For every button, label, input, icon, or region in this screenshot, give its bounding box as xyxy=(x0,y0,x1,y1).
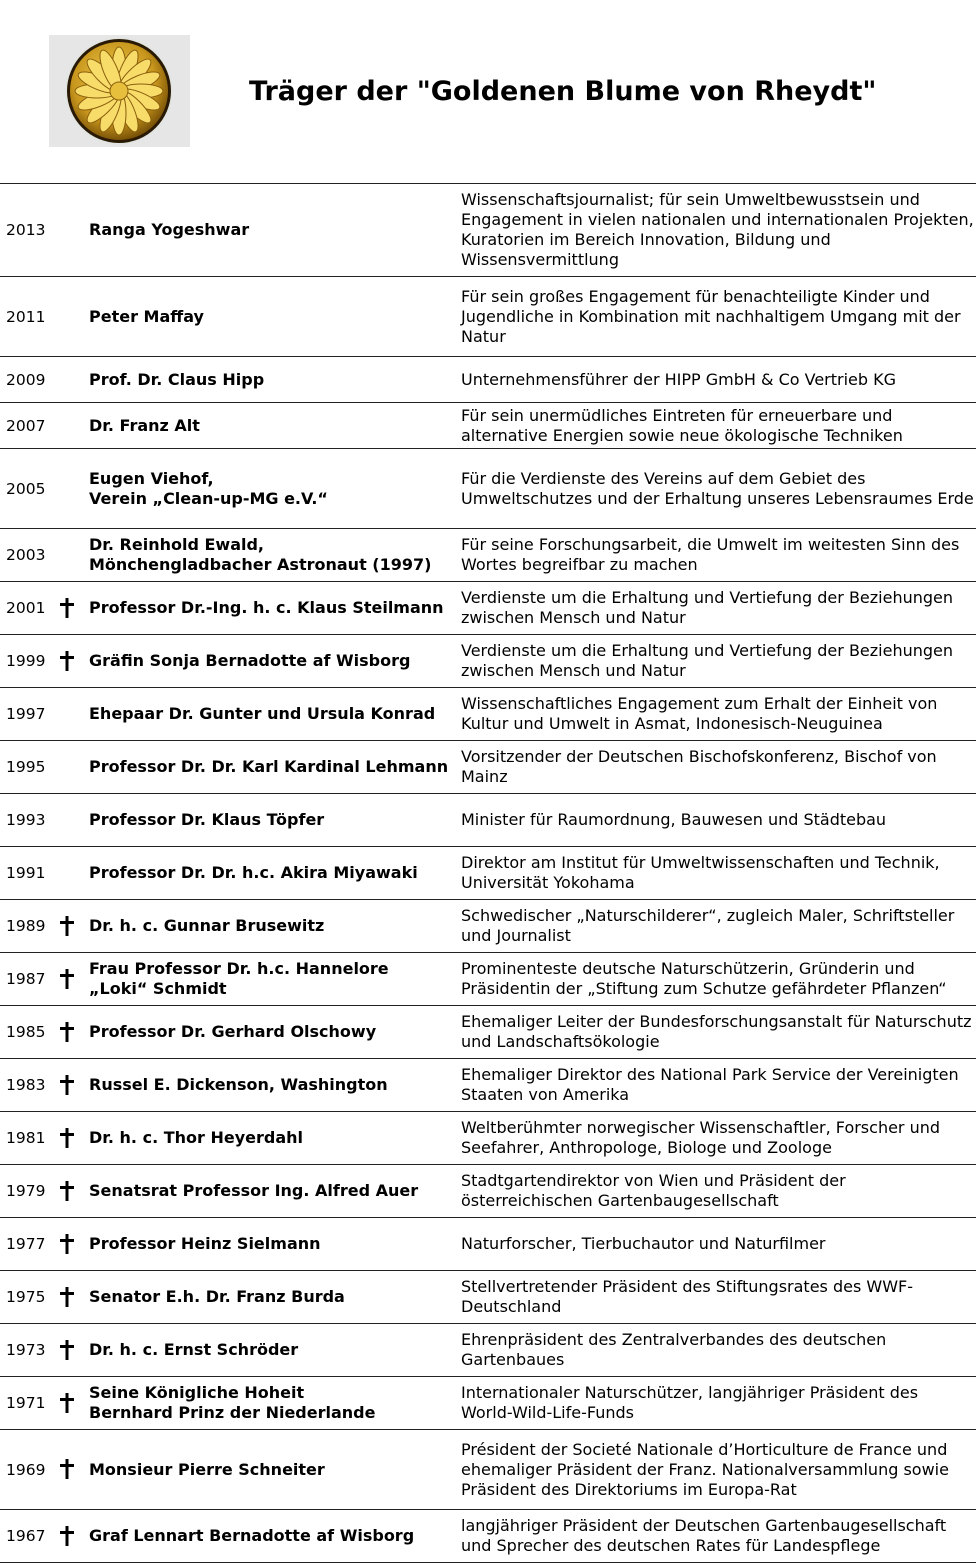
table-row xyxy=(0,741,976,794)
recipient-name: Professor Dr. Gerhard Olschowy xyxy=(89,1022,377,1041)
deceased-cell xyxy=(58,794,89,847)
cross-icon xyxy=(60,1022,74,1042)
deceased-cell xyxy=(58,1510,89,1563)
table-row xyxy=(0,1377,976,1430)
award-reason: Verdienste um die Erhaltung und Vertiefung der Beziehungen zwischen Mensch und Natur xyxy=(461,588,954,627)
deceased-cell xyxy=(58,953,89,1006)
cross-icon xyxy=(60,1526,74,1546)
recipient-name: Professor Dr. Dr. h.c. Akira Miyawaki xyxy=(89,863,418,882)
award-reason: Président der Societé Nationale d’Horticulture de France und ehemaliger Präsident der Franz. Nationalversammlung sowie Präsident des Direktoriums im Europa-Rat xyxy=(461,1439,949,1499)
deceased-cell xyxy=(58,1218,89,1271)
deceased-cell xyxy=(58,635,89,688)
award-reason: Für sein unermüdliches Eintreten für erneuerbare und alternative Energien sowie neue ökologische Techniken xyxy=(461,405,903,445)
cross-icon xyxy=(60,1340,74,1360)
cross-icon xyxy=(60,1075,74,1095)
award-reason: Naturforscher, Tierbuchautor und Naturfilmer xyxy=(461,1234,826,1253)
deceased-cell xyxy=(58,277,89,357)
table-row xyxy=(0,1430,976,1510)
cross-icon xyxy=(60,1234,74,1254)
table-row xyxy=(0,357,976,403)
award-year: 2007 xyxy=(6,416,46,435)
award-year: 1977 xyxy=(6,1235,46,1253)
award-year: 1981 xyxy=(6,1129,46,1147)
table-row xyxy=(0,794,976,847)
award-year: 1973 xyxy=(6,1341,46,1359)
recipient-name: Peter Maffay xyxy=(89,306,204,326)
award-year: 1979 xyxy=(6,1182,46,1200)
table-row xyxy=(0,847,976,900)
award-year: 1993 xyxy=(6,811,46,829)
award-reason: Minister für Raumordnung, Bauwesen und Städtebau xyxy=(461,810,887,829)
award-year: 2003 xyxy=(6,546,46,564)
deceased-cell xyxy=(58,847,89,900)
recipient-name: Dr. Reinhold Ewald, Mönchengladbacher Astronaut (1997) xyxy=(89,535,432,574)
award-reason: Verdienste um die Erhaltung und Vertiefung der Beziehungen zwischen Mensch und Natur xyxy=(461,641,954,680)
award-reason: Vorsitzender der Deutschen Bischofskonferenz, Bischof von Mainz xyxy=(461,747,937,786)
recipient-name: Frau Professor Dr. h.c. Hannelore „Loki“ Schmidt xyxy=(89,959,389,998)
deceased-cell xyxy=(58,741,89,794)
table-row xyxy=(0,688,976,741)
deceased-cell xyxy=(58,1112,89,1165)
recipient-name: Senator E.h. Dr. Franz Burda xyxy=(89,1287,345,1306)
cross-icon xyxy=(60,1287,74,1307)
award-year: 1975 xyxy=(6,1288,46,1306)
table-row xyxy=(0,900,976,953)
table-row xyxy=(0,1271,976,1324)
award-year: 1971 xyxy=(6,1394,46,1412)
award-year: 2001 xyxy=(6,599,46,617)
table-row xyxy=(0,1510,976,1563)
recipient-name: Seine Königliche Hoheit Bernhard Prinz der Niederlande xyxy=(89,1383,376,1422)
award-reason: Wissenschaftsjournalist; für sein Umweltbewusstsein und Engagement in vielen nationalen und internationalen Projekten, Kuratorien im Bereich Innovation, Bildung und Wissensvermittlung xyxy=(461,190,974,269)
award-reason: Ehemaliger Direktor des National Park Service der Vereinigten Staaten von Amerika xyxy=(461,1065,959,1104)
recipient-name: Professor Dr.-Ing. h. c. Klaus Steilmann xyxy=(89,598,444,617)
cross-icon xyxy=(60,651,74,671)
deceased-cell xyxy=(58,1165,89,1218)
award-reason: Für seine Forschungsarbeit, die Umwelt im weitesten Sinn des Wortes begreifbar zu machen xyxy=(461,535,960,574)
award-reason: Wissenschaftliches Engagement zum Erhalt der Einheit von Kultur und Umwelt in Asmat, Indonesisch-Neuguinea xyxy=(461,694,938,733)
table-row xyxy=(0,635,976,688)
page-title: Träger der "Goldenen Blume von Rheydt" xyxy=(249,76,877,107)
award-year: 1985 xyxy=(6,1023,46,1041)
deceased-cell xyxy=(58,900,89,953)
recipient-name: Ehepaar Dr. Gunter und Ursula Konrad xyxy=(89,704,436,723)
recipient-name: Professor Dr. Dr. Karl Kardinal Lehmann xyxy=(89,757,449,776)
award-reason: Unternehmensführer der HIPP GmbH & Co Vertrieb KG xyxy=(461,369,897,389)
cross-icon xyxy=(60,1459,74,1479)
deceased-cell xyxy=(58,403,89,449)
award-reason: Stadtgartendirektor von Wien und Präsident der österreichischen Gartenbaugesellschaft xyxy=(461,1171,846,1210)
award-reason: Schwedischer „Naturschilderer“, zugleich Maler, Schriftsteller und Journalist xyxy=(461,906,955,945)
recipient-name: Professor Heinz Sielmann xyxy=(89,1234,321,1253)
recipient-name: Dr. h. c. Ernst Schröder xyxy=(89,1340,299,1359)
recipient-name: Dr. h. c. Gunnar Brusewitz xyxy=(89,916,325,935)
recipient-name: Gräfin Sonja Bernadotte af Wisborg xyxy=(89,651,411,670)
cross-icon xyxy=(60,1128,74,1148)
recipient-name: Ranga Yogeshwar xyxy=(89,220,250,239)
deceased-cell xyxy=(58,1430,89,1510)
award-year: 1989 xyxy=(6,917,46,935)
table-row xyxy=(0,1112,976,1165)
deceased-cell xyxy=(58,582,89,635)
award-year: 2009 xyxy=(6,370,46,389)
recipient-name: Professor Dr. Klaus Töpfer xyxy=(89,810,325,829)
award-year: 2013 xyxy=(6,221,46,239)
award-reason: Ehrenpräsident des Zentralverbandes des deutschen Gartenbaues xyxy=(461,1330,887,1369)
award-reason: Weltberühmter norwegischer Wissenschaftler, Forscher und Seefahrer, Anthropologe, Biologe und Zoologe xyxy=(461,1118,941,1157)
deceased-cell xyxy=(58,1059,89,1112)
deceased-cell xyxy=(58,1324,89,1377)
award-year: 1999 xyxy=(6,652,46,670)
deceased-cell xyxy=(58,529,89,582)
award-reason: Für sein großes Engagement für benachteiligte Kinder und Jugendliche in Kombination mit nachhaltigem Umgang mit der Natur xyxy=(461,286,961,346)
award-reason: Stellvertretender Präsident des Stiftungsrates des WWF-Deutschland xyxy=(461,1277,914,1316)
table-row xyxy=(0,582,976,635)
awards-table xyxy=(0,183,976,1563)
award-reason: Direktor am Institut für Umweltwissenschaften und Technik, Universität Yokohama xyxy=(461,853,940,892)
cross-icon xyxy=(60,969,74,989)
recipient-name: Prof. Dr. Claus Hipp xyxy=(89,369,265,389)
table-row xyxy=(0,449,976,529)
award-year: 2005 xyxy=(6,479,46,498)
award-year: 1995 xyxy=(6,758,46,776)
cross-icon xyxy=(60,916,74,936)
deceased-cell xyxy=(58,1006,89,1059)
awards-table-body xyxy=(0,184,976,1563)
deceased-cell xyxy=(58,688,89,741)
award-year: 1997 xyxy=(6,705,46,723)
award-year: 1987 xyxy=(6,970,46,988)
deceased-cell xyxy=(58,1271,89,1324)
recipient-name: Russel E. Dickenson, Washington xyxy=(89,1075,388,1094)
award-reason: Für die Verdienste des Vereins auf dem Gebiet des Umweltschutzes und der Erhaltung unseres Lebensraumes Erde xyxy=(461,468,974,508)
table-row xyxy=(0,529,976,582)
cross-icon xyxy=(60,1181,74,1201)
table-row xyxy=(0,1165,976,1218)
award-reason: Ehemaliger Leiter der Bundesforschungsanstalt für Naturschutz und Landschaftsökologie xyxy=(461,1012,972,1051)
table-row xyxy=(0,1059,976,1112)
cross-icon xyxy=(60,1393,74,1413)
deceased-cell xyxy=(58,184,89,277)
award-reason: Internationaler Naturschützer, langjähriger Präsident des World-Wild-Life-Funds xyxy=(461,1383,919,1422)
recipient-name: Eugen Viehof, Verein „Clean-up-MG e.V.“ xyxy=(89,468,328,508)
award-reason: langjähriger Präsident der Deutschen Gartenbaugesellschaft und Sprecher des deutschen Rates für Landespflege xyxy=(461,1516,947,1555)
award-year: 1967 xyxy=(6,1527,46,1545)
table-row xyxy=(0,1324,976,1377)
table-row xyxy=(0,1218,976,1271)
table-row xyxy=(0,277,976,357)
table-row xyxy=(0,1006,976,1059)
table-row xyxy=(0,184,976,277)
recipient-name: Graf Lennart Bernadotte af Wisborg xyxy=(89,1526,415,1545)
award-year: 1991 xyxy=(6,864,46,882)
recipient-name: Dr. Franz Alt xyxy=(89,415,200,435)
page-header xyxy=(0,0,976,183)
golden-flower-medal-icon xyxy=(49,35,190,147)
award-year: 1969 xyxy=(6,1460,46,1479)
award-year: 1983 xyxy=(6,1076,46,1094)
recipient-name: Monsieur Pierre Schneiter xyxy=(89,1459,325,1479)
award-reason: Prominenteste deutsche Naturschützerin, Gründerin und Präsidentin der „Stiftung zum Schutze gefährdeter Pflanzen“ xyxy=(461,959,947,998)
deceased-cell xyxy=(58,1377,89,1430)
table-row xyxy=(0,953,976,1006)
deceased-cell xyxy=(58,357,89,403)
table-row xyxy=(0,403,976,449)
recipient-name: Dr. h. c. Thor Heyerdahl xyxy=(89,1128,304,1147)
deceased-cell xyxy=(58,449,89,529)
award-year: 2011 xyxy=(6,307,46,326)
recipient-name: Senatsrat Professor Ing. Alfred Auer xyxy=(89,1181,419,1200)
cross-icon xyxy=(60,598,74,618)
